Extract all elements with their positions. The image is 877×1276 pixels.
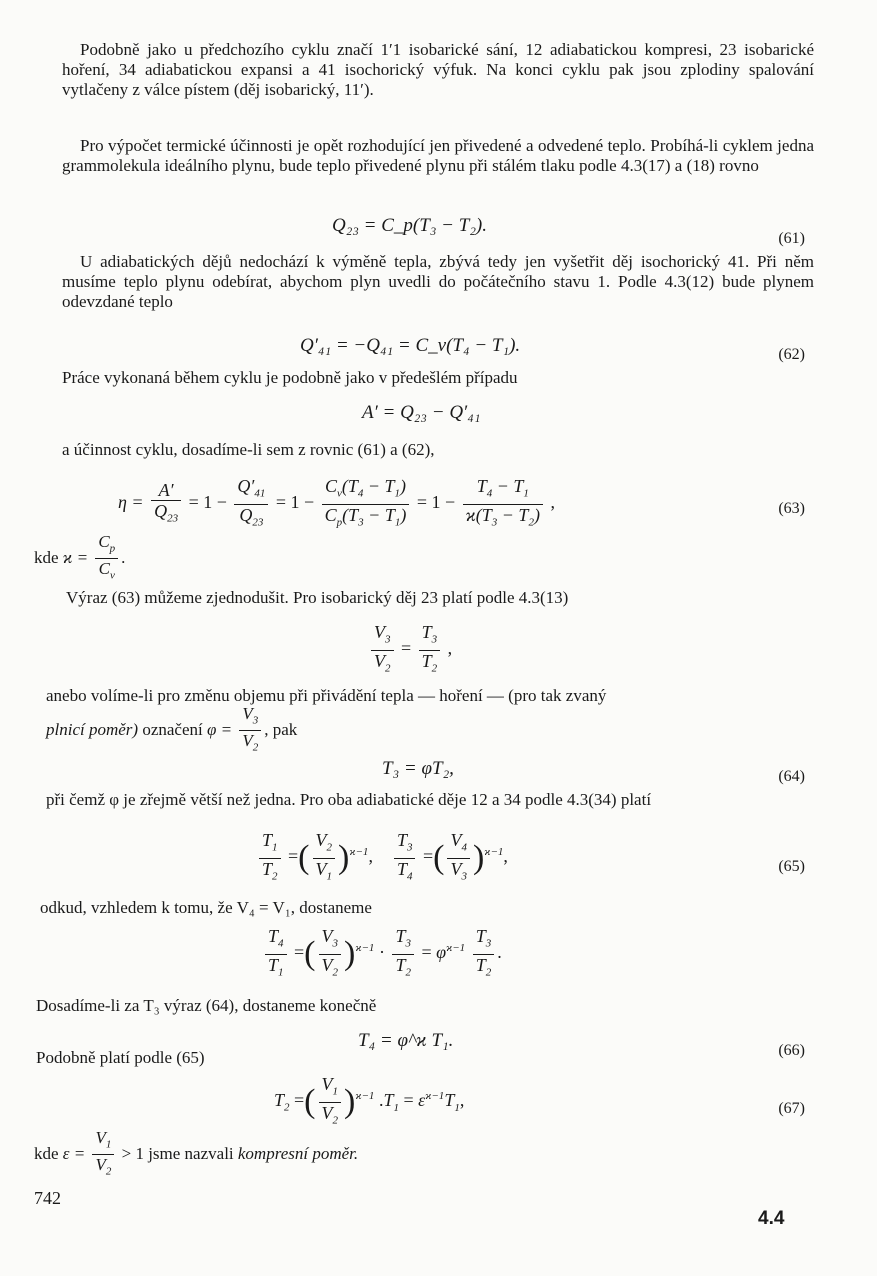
equation-number-63: (63) bbox=[778, 500, 805, 517]
paragraph-cycle-description: Podobně jako u předchozího cyklu značí 1′1 isobarické sání, 12 adiabatickou kompresi, 23 isobarické hoření, 34 adiabatickou expansi a 41 isochorický výfuk. Na konci cyklu pak jsou zplodiny spalování vytlačeny z válce pístem (děj isobarický, 11′). bbox=[62, 40, 814, 99]
equation-number-65: (65) bbox=[778, 858, 805, 875]
kappa-definition: kde ϰ = $\frac{C_p}{C_v}$ . bbox=[34, 532, 126, 582]
paragraph-work: Práce vykonaná během cyklu je podobně jako v předešlém případu bbox=[62, 368, 518, 387]
paragraph-efficiency: a účinnost cyklu, dosadíme-li sem z rovnic (61) a (62), bbox=[62, 440, 435, 459]
equation-number-62: (62) bbox=[778, 346, 805, 363]
paragraph-substituting: Dosadíme-li za T₃ výraz (64), dostaneme konečně bbox=[36, 996, 377, 1015]
equation-61: Q₂₃ = C_p(T₃ − T₂). bbox=[332, 215, 487, 236]
section-number: 4.4 bbox=[758, 1208, 785, 1229]
equation-number-66: (66) bbox=[778, 1042, 805, 1059]
equation-isobaric-ratio: $\frac{V_3}{V_2}$ = $\frac{T_3}{T_2}$ , bbox=[368, 622, 452, 678]
equation-66: T₄ = φ^ϰ T₁. bbox=[358, 1030, 454, 1051]
equation-64: T₃ = φT₂, bbox=[382, 758, 454, 779]
compression-ratio-definition: kde ε = $\frac{V_1}{V_2}$ > 1 jsme nazvali kompresní poměr. bbox=[34, 1128, 359, 1178]
paragraph-thermal-efficiency: Pro výpočet termické účinnosti je opět rozhodující jen přivedené a odvedené teplo. Probíhá-li cyklem jedna grammolekula ideálního plynu, bude teplo přivedené plynu při stálém tlaku podle 4.3(17) a (18) rovno bbox=[62, 136, 814, 175]
equation-65: $\frac{T_1}{T_2}$ =( $\frac{V_2}{V_1}$ )$^{ϰ-1}$, $\frac{T_3}{T_4}$ =( $\frac{V_4}{V_3}$ )$^{ϰ-1}$, bbox=[256, 830, 508, 886]
paragraph-adiabatic-processes: při čemž φ je zřejmě větší než jedna. Pro oba adiabatické děje 12 a 34 podle 4.3(34) platí bbox=[46, 790, 652, 809]
paragraph-similarly: Podobně platí podle (65) bbox=[36, 1048, 205, 1067]
paragraph-adiabatic: U adiabatických dějů nedochází k výměně tepla, zbývá tedy jen vyšetřit děj isochorický 41. Při něm musíme teplo plynu odebírat, abychom plyn uvedli do počátečního stavu 1. Podle 4.3(12) bude plynem odevzdané teplo bbox=[62, 252, 814, 311]
equation-number-61: (61) bbox=[778, 230, 805, 247]
paragraph-filling-ratio: anebo volíme-li pro změnu objemu při přivádění tepla — hoření — (pro tak zvaný bbox=[46, 686, 607, 705]
equation-work: A′ = Q₂₃ − Q′₄₁ bbox=[362, 402, 481, 423]
equation-t4-t1-ratio: $\frac{T_4}{T_1}$ =( $\frac{V_3}{V_2}$ )$^{ϰ-1}$ · $\frac{T_3}{T_2}$ = $\varphi^{ϰ-1}$ $\frac{T_3}{T_2}$ . bbox=[262, 926, 502, 982]
paragraph-therefore: odkud, vzhledem k tomu, že V₄ = V₁, dostaneme bbox=[40, 898, 372, 917]
equation-63: η = $\frac{A'}{Q_{23}}$ = 1 − $\frac{Q'_{41}}{Q_{23}}$ = 1 − $\frac{C_v(T_4 - T_1)}{C_p(T_3 - T_1)}$ = 1 − $\frac{T_4 - T_1}{ϰ(T_3 - T_2)}$ , bbox=[118, 476, 555, 529]
equation-67: $T_2$ =( $\frac{V_1}{V_2}$ )$^{ϰ-1}$ $.T_1 = \varepsilon^{ϰ-1}T_1$, bbox=[274, 1074, 465, 1127]
equation-number-67: (67) bbox=[778, 1100, 805, 1117]
page-number: 742 bbox=[34, 1188, 61, 1208]
equation-number-64: (64) bbox=[778, 768, 805, 785]
equation-62: Q′₄₁ = −Q₄₁ = C_v(T₄ − T₁). bbox=[300, 335, 521, 356]
filling-ratio-definition: plnicí poměr) označení φ = $\frac{V_3}{V_2}$ , pak bbox=[46, 704, 298, 754]
paragraph-simplify: Výraz (63) můžeme zjednodušit. Pro isobarický děj 23 platí podle 4.3(13) bbox=[66, 588, 569, 607]
